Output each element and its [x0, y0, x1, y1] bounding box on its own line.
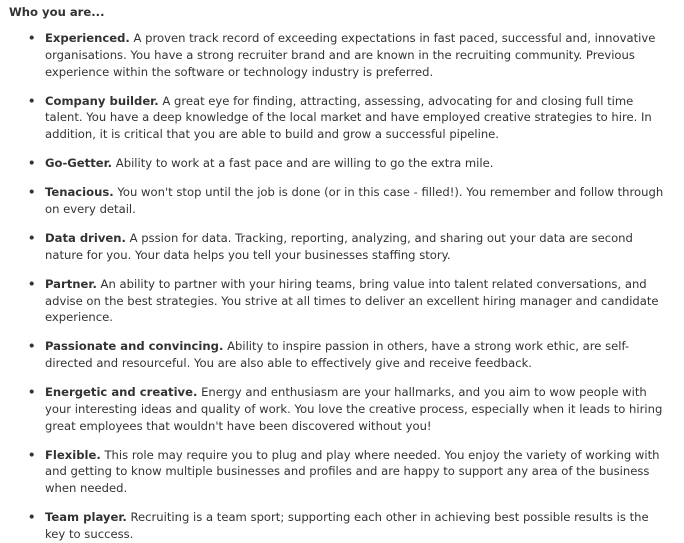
bullet-icon: • — [28, 31, 36, 45]
item-description: Energy and enthusiasm are your hallmarks, and you aim to wow people with your interesting ideas and quality of work. You love the creative process, especially when it leads to hiring great employees that wouldn't have been discovered without you! — [45, 385, 663, 433]
list-item — [9, 230, 676, 264]
list-item — [9, 30, 676, 80]
list-item — [9, 184, 676, 218]
bullet-icon: • — [28, 510, 36, 525]
list-item — [9, 384, 676, 434]
item-description: Ability to inspire passion in others, have a strong work ethic, are self-directed and resourceful. You are also able to effectively give and receive feedback. — [45, 339, 630, 371]
item-description: This role may require you to plug and play where needed. You enjoy the variety of working with and getting to know multiple businesses and profiles and are happy to support any area of the business when needed. — [45, 447, 660, 496]
item-description: Recruiting is a team sport; supporting each other in achieving best possible results is the key to success. — [45, 510, 649, 542]
item-term: Passionate and convincing. — [45, 339, 224, 354]
list-item — [9, 509, 676, 543]
bullet-icon: • — [28, 185, 36, 200]
item-description: Ability to work at a fast pace and are willing to go the extra mile. — [115, 156, 494, 171]
bullet-icon: • — [28, 339, 36, 354]
section-heading: Who you are... — [9, 5, 105, 19]
bullet-icon: • — [28, 156, 36, 171]
bullet-icon: • — [28, 385, 36, 400]
item-term: Company builder. — [45, 93, 159, 108]
list-item — [9, 338, 676, 372]
item-description: A pssion for data. Tracking, reporting, analyzing, and sharing out your data are second nature for you. Your data helps you tell your businesses staffing story. — [45, 230, 633, 262]
list-item — [9, 447, 676, 497]
list-item — [9, 93, 676, 143]
item-term: Flexible. — [45, 447, 101, 462]
item-term: Tenacious. — [45, 185, 114, 200]
item-description: A proven track record of exceeding expectations in fast paced, successful and, innovative organisations. You have a strong recruiter brand and are known in the recruiting community. Previous experience within the software or technology industry is preferred. — [45, 31, 656, 79]
item-description: An ability to partner with your hiring teams, bring value into talent related conversations, and advise on the best strategies. You strive at all times to deliver an excellent hiring manager and candidate experience. — [45, 276, 659, 325]
item-term: Go-Getter. — [45, 156, 113, 171]
item-term: Team player. — [45, 510, 127, 525]
list-item — [9, 276, 676, 326]
item-term: Energetic and creative. — [45, 385, 198, 400]
list-item — [9, 155, 676, 172]
item-term: Data driven. — [45, 230, 126, 245]
item-term: Partner. — [45, 276, 97, 291]
bullet-icon: • — [28, 93, 36, 108]
qualifications-list — [9, 30, 676, 543]
item-description: A great eye for finding, attracting, assessing, advocating for and closing full time talent. You have a deep knowledge of the local market and have employed creative strategies to hire. In addition, it is critical that you are able to build and grow a successful pipeline. — [45, 93, 652, 142]
item-description: You won't stop until the job is done (or in this case - filled!). You remember and follow through on every detail. — [45, 185, 664, 216]
item-term: Experienced. — [45, 31, 130, 45]
bullet-icon: • — [28, 447, 36, 462]
bullet-icon: • — [28, 230, 36, 245]
bullet-icon: • — [28, 276, 36, 291]
